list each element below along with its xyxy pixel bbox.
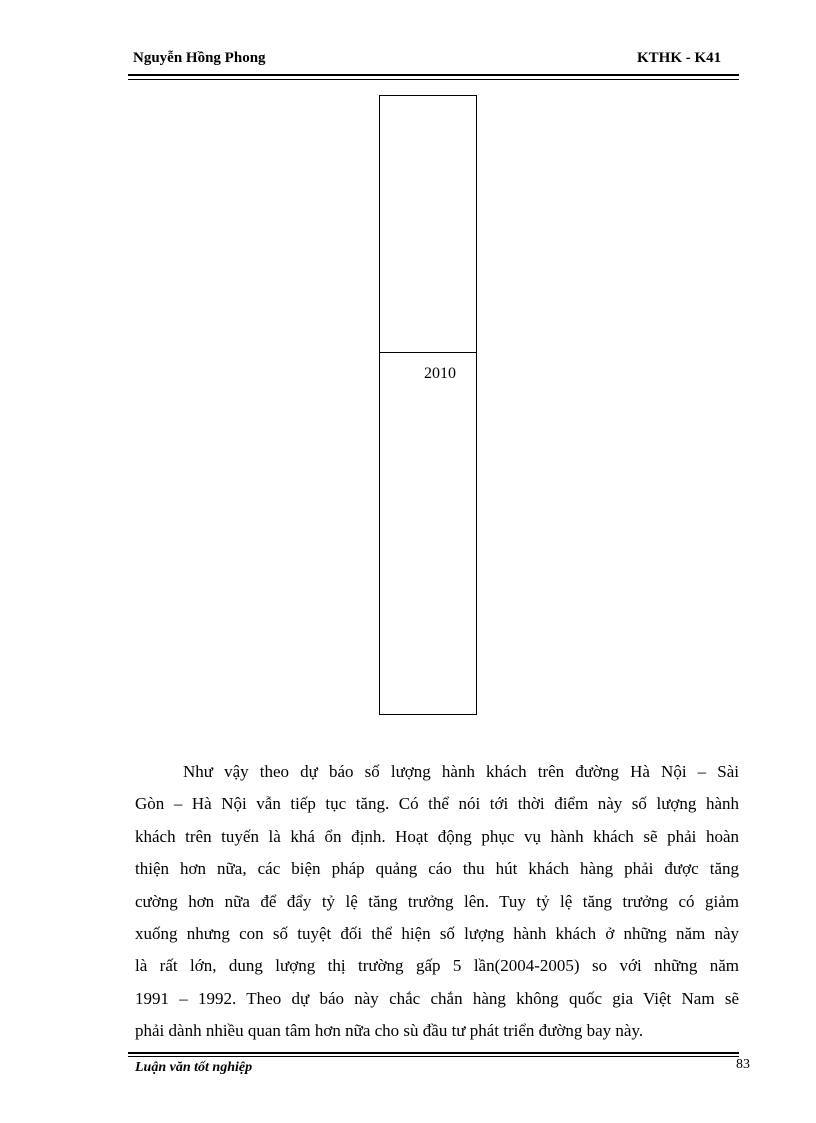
footer-title: Luận văn tốt nghiệp — [135, 1060, 253, 1075]
body-line: là rất lớn, dung lượng thị trường gấp 5 lần(2004-2005) so với những năm — [135, 956, 739, 976]
header-class-code: KTHK - K41 — [637, 50, 722, 66]
table-row-divider — [379, 352, 477, 353]
footer-rule-thick — [128, 1052, 739, 1054]
body-line: Gòn – Hà Nội vẫn tiếp tục tăng. Có thể nói tới thời điểm này số lượng hành — [135, 794, 739, 814]
header-rule-thin — [128, 79, 739, 80]
body-line: Như vậy theo dự báo số lượng hành khách trên đường Hà Nội – Sài — [183, 762, 739, 781]
table-year-cell: 2010 — [424, 365, 456, 382]
header-rule-thick — [128, 74, 739, 76]
footer-rule-thin — [128, 1056, 739, 1057]
body-paragraph — [135, 756, 739, 1048]
body-line: khách trên tuyến là khá ổn định. Hoạt động phục vụ hành khách sẽ phải hoàn — [135, 826, 739, 846]
body-line: 1991 – 1992. Theo dự báo này chắc chắn hàng không quốc gia Việt Nam sẽ — [135, 988, 739, 1008]
page-number: 83 — [736, 1057, 750, 1072]
body-line: xuống nhưng con số tuyệt đối thể hiện số lượng hành khách ở những năm này — [135, 924, 739, 944]
header-author: Nguyễn Hồng Phong — [133, 50, 266, 66]
body-line: phải dành nhiều quan tâm hơn nữa cho sù đầu tư phát triển đường bay này. — [135, 1021, 644, 1041]
body-line: thiện hơn nữa, các biện pháp quảng cáo thu hút khách hàng phải được tăng — [135, 859, 739, 879]
body-line: cường hơn nữa để đẩy tỷ lệ tăng trưởng lên. Tuy tỷ lệ tăng trưởng có giảm — [135, 891, 739, 911]
table-column-box — [379, 95, 477, 715]
